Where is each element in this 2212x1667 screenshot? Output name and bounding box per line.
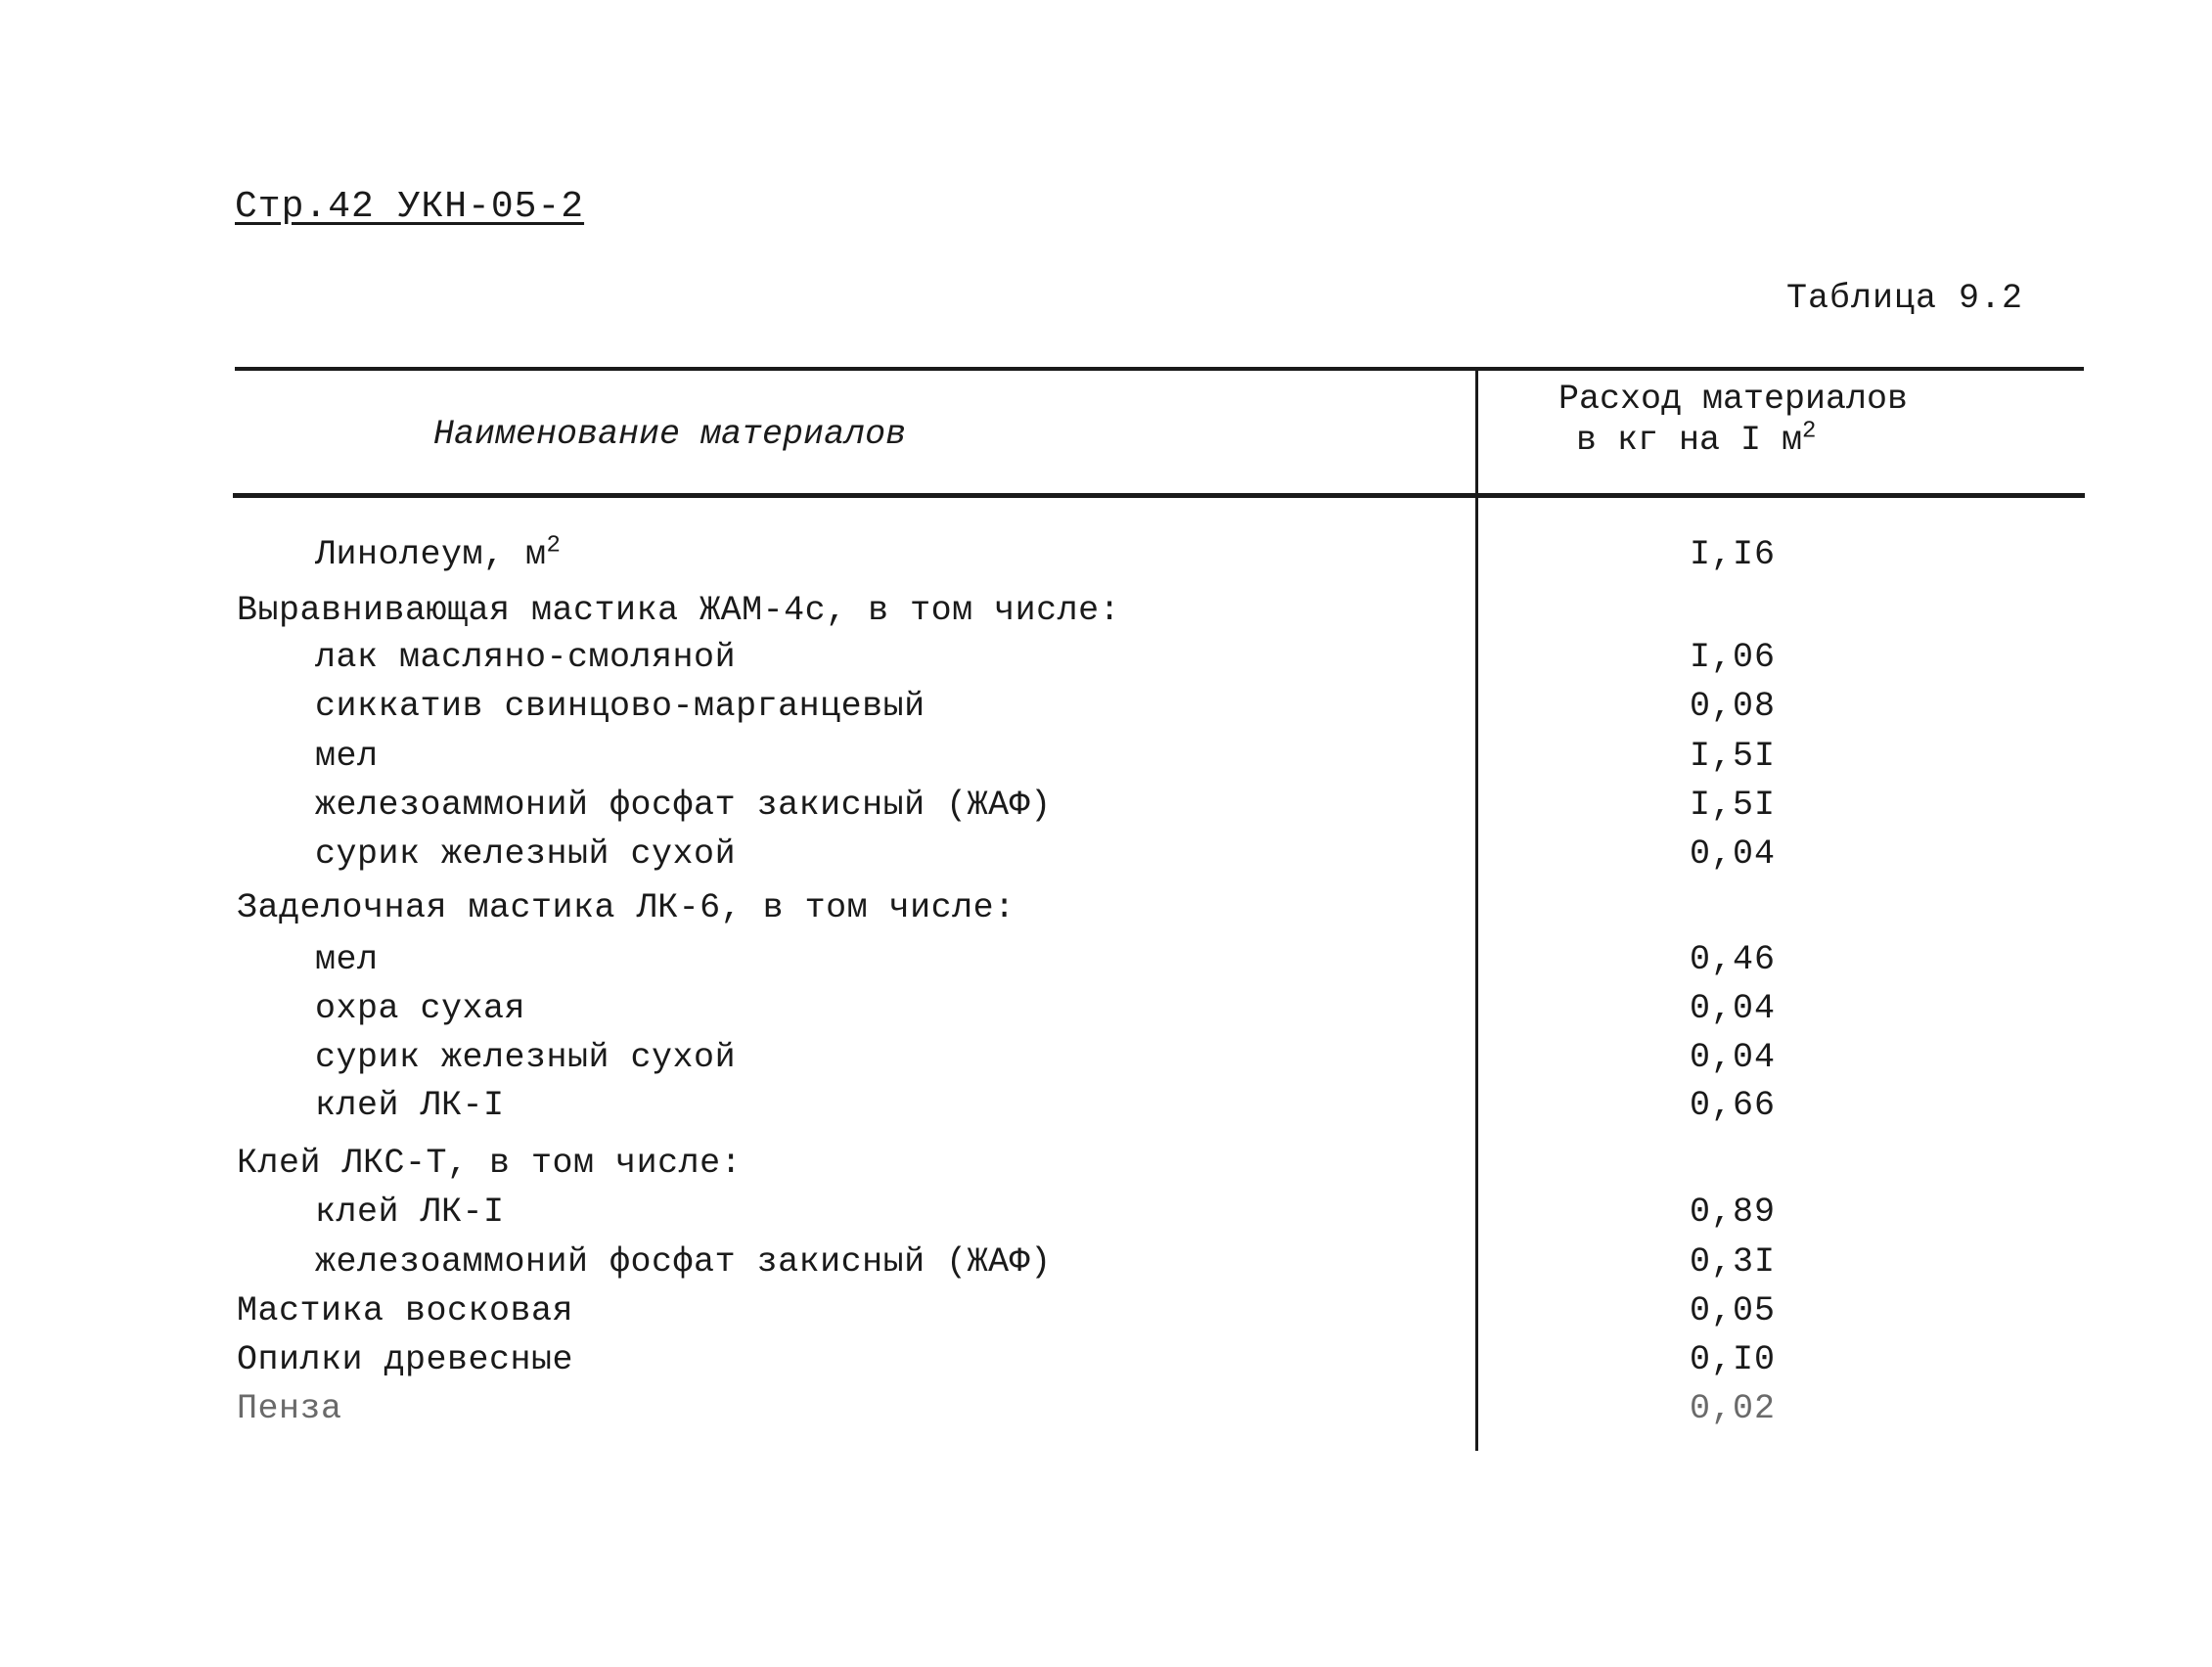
material-name: [237, 1340, 573, 1379]
table-row: [0, 989, 2212, 1034]
material-name-text: мел: [315, 737, 379, 776]
material-rate: 0,05: [1690, 1291, 1777, 1330]
table-row: [0, 1340, 2212, 1385]
material-rate: 0,04: [1690, 989, 1777, 1028]
table-row: [0, 786, 2212, 831]
material-name-text: сурик железный сухой: [315, 1038, 737, 1077]
material-name: [315, 1242, 1052, 1282]
material-name-text: Линолеум, м: [315, 535, 547, 574]
material-rate: 0,04: [1690, 1038, 1777, 1077]
material-name-text: Опилки древесные: [237, 1340, 574, 1379]
material-name-text: Пенза: [237, 1389, 342, 1428]
material-name-text: Выравнивающая мастика ЖАМ-4с, в том числе:: [237, 591, 1121, 630]
material-rate: I,06: [1690, 638, 1777, 677]
material-name: [237, 888, 1016, 927]
material-name: [237, 1389, 342, 1428]
material-rate: I,5I: [1690, 737, 1777, 776]
material-name-text: клей ЛК-I: [315, 1086, 505, 1125]
material-rate: 0,I0: [1690, 1340, 1777, 1379]
table-row: [0, 1144, 2212, 1189]
column-header-rate-sup: 2: [1802, 418, 1817, 445]
table-row: [0, 834, 2212, 879]
material-name-text: сурик железный сухой: [315, 834, 737, 874]
table-row: [0, 638, 2212, 683]
table-row: [0, 1291, 2212, 1336]
table-row: [0, 737, 2212, 782]
material-name: [315, 940, 379, 979]
material-name-text: охра сухая: [315, 989, 526, 1028]
column-header-name: Наименование материалов: [433, 415, 907, 454]
material-name-text: клей ЛК-I: [315, 1193, 505, 1232]
material-name: [315, 638, 736, 677]
table-row: [0, 940, 2212, 985]
material-rate: 0,04: [1690, 834, 1777, 874]
material-name: [315, 1086, 505, 1125]
table-row: [0, 532, 2212, 580]
material-name-text: лак масляно-смоляной: [315, 638, 737, 677]
table-row: [0, 1242, 2212, 1287]
page-header: Стр.42 УКН-05-2: [235, 186, 585, 228]
table-row: [0, 1086, 2212, 1131]
material-rate: 0,89: [1690, 1193, 1777, 1232]
material-rate: 0,08: [1690, 687, 1777, 726]
material-name-text: Мастика восковая: [237, 1291, 574, 1330]
table-caption: Таблица 9.2: [1786, 279, 2024, 318]
material-name: [237, 591, 1120, 630]
table-row: [0, 1193, 2212, 1238]
material-name-text: Заделочная мастика ЛК-6, в том числе:: [237, 888, 1016, 927]
table-row: [0, 1038, 2212, 1083]
table-row: [0, 888, 2212, 933]
material-name: [315, 687, 925, 726]
material-name: [315, 1038, 736, 1077]
material-rate: I,5I: [1690, 786, 1777, 825]
material-name: [315, 737, 379, 776]
material-name-text: железоаммоний фосфат закисный (ЖАФ): [315, 1242, 1052, 1282]
material-name: [315, 786, 1052, 825]
table-row: [0, 1389, 2212, 1434]
material-name-text: мел: [315, 940, 379, 979]
material-name-sup: 2: [546, 532, 562, 560]
column-header-rate-line1: Расход материалов: [1558, 380, 1909, 419]
material-rate: 0,46: [1690, 940, 1777, 979]
table-row: [0, 591, 2212, 636]
material-name: [315, 989, 525, 1028]
material-name: [237, 1144, 742, 1183]
material-name: [315, 1193, 505, 1232]
table-row: [0, 687, 2212, 732]
material-rate: 0,02: [1690, 1389, 1777, 1428]
column-header-rate-unit: в кг на I м: [1576, 421, 1803, 460]
material-rate: 0,3I: [1690, 1242, 1777, 1282]
material-name: [237, 1291, 573, 1330]
material-name-text: железоаммоний фосфат закисный (ЖАФ): [315, 786, 1052, 825]
material-rate: I,I6: [1690, 535, 1777, 574]
material-name: [315, 834, 736, 874]
material-rate: 0,66: [1690, 1086, 1777, 1125]
material-name-text: Клей ЛКС-Т, в том числе:: [237, 1144, 743, 1183]
material-name: [315, 532, 562, 574]
material-name-text: сиккатив свинцово-марганцевый: [315, 687, 925, 726]
